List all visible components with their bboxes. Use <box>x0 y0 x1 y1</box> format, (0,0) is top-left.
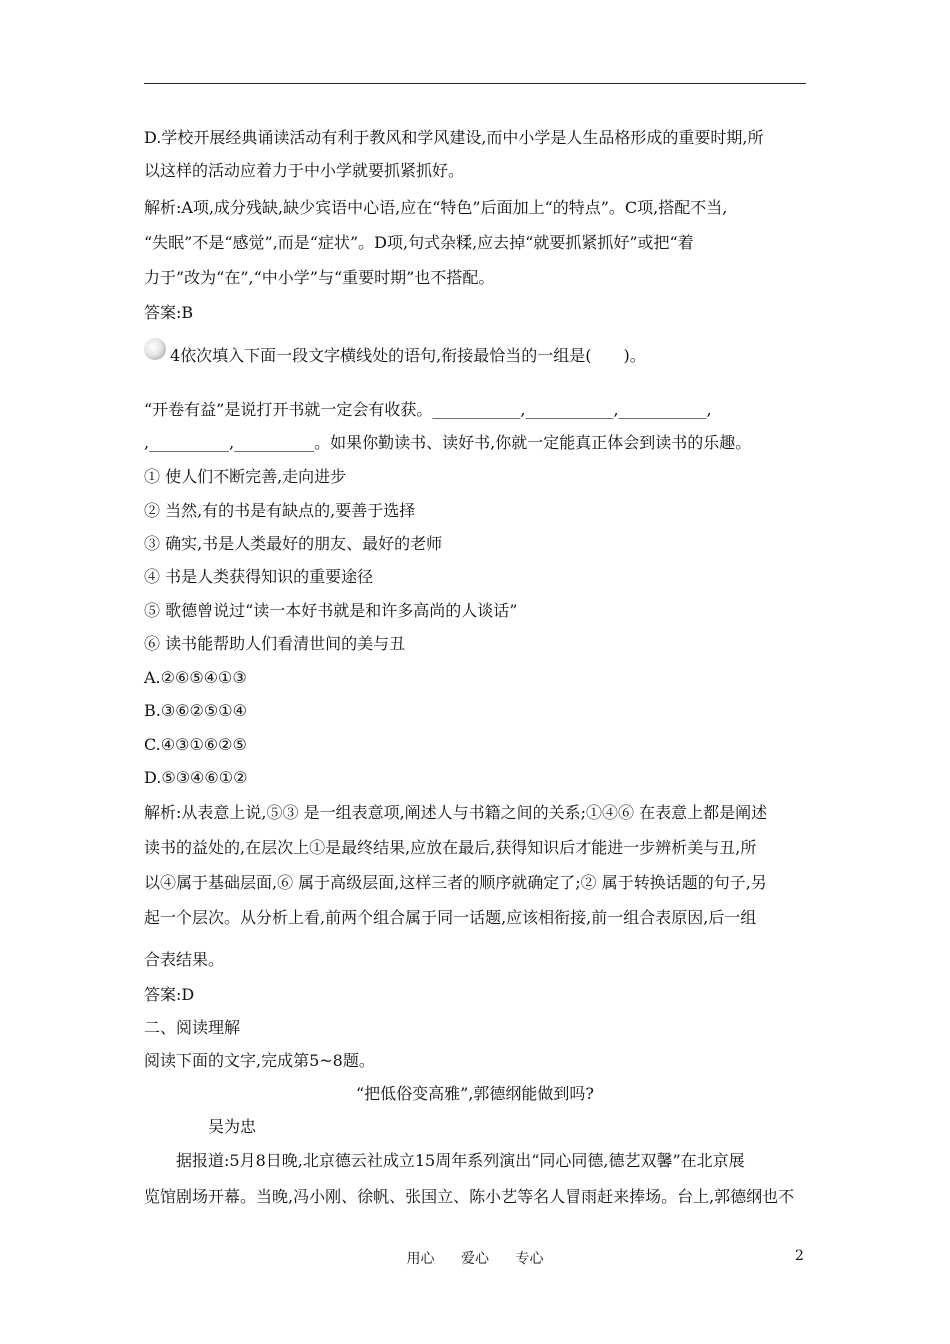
article-paragraph-line-1: 据报道:5月8日晚,北京德云社成立15周年系列演出“同心同德,德艺双馨”在北京展 <box>176 1151 745 1170</box>
page-number: 2 <box>795 1248 804 1264</box>
analysis-2-line-2: 读书的益处的,在层次上①是最终结果,应放在最后,获得知识后才能进一步辨析美与丑,所 <box>144 838 757 857</box>
choice-c: C.④③①⑥②⑤ <box>144 735 247 754</box>
reading-instruction: 阅读下面的文字,完成第5~8题。 <box>144 1051 375 1070</box>
analysis-2-line-1: 解析:从表意上说,⑤③ 是一组表意项,阐述人与书籍之间的关系;①④⑥ 在表意上都是阐述 <box>144 803 768 822</box>
analysis-2-line-3: 以④属于基础层面,⑥ 属于高级层面,这样三者的顺序就确定了;② 属于转换话题的句子,另 <box>144 873 767 892</box>
answer-line-2: 答案:D <box>144 985 195 1004</box>
analysis-2-line-5: 合表结果。 <box>144 950 225 969</box>
sentence-6: ⑥ 读书能帮助人们看清世间的美与丑 <box>144 634 406 653</box>
sentence-3: ③ 确实,书是人类最好的朋友、最好的老师 <box>144 534 443 553</box>
question-4-stem: 4依次填入下面一段文字横线处的语句,衔接最恰当的一组是( )。 <box>170 346 646 365</box>
article-paragraph-line-2: 览馆剧场开幕。当晚,冯小刚、徐帆、张国立、陈小艺等名人冒雨赶来捧场。台上,郭德纲也不 <box>144 1187 795 1206</box>
sentence-1: ① 使人们不断完善,走向进步 <box>144 467 347 486</box>
analysis-2-line-4: 起一个层次。从分析上看,前两个组合属于同一话题,应该相衔接,前一组合表原因,后一组 <box>144 908 757 927</box>
section-heading: 二、阅读理解 <box>144 1018 241 1037</box>
analysis-line-1: 解析:A项,成分残缺,缺少宾语中心语,应在“特色”后面加上“的特点”。C项,搭配不当, <box>144 198 728 217</box>
analysis-line-3: 力于”改为“在”,“中小学”与“重要时期”也不搭配。 <box>144 268 495 287</box>
option-d-line-2: 以这样的活动应着力于中小学就要抓紧抓好。 <box>144 161 465 180</box>
header-rule <box>144 83 806 84</box>
page-footer: 用心 爱心 专心 <box>406 1251 544 1267</box>
choice-b: B.③⑥②⑤①④ <box>144 701 247 720</box>
choice-d: D.⑤③④⑥①② <box>144 768 248 787</box>
sentence-2: ② 当然,有的书是有缺点的,要善于选择 <box>144 501 416 520</box>
choice-a: A.②⑥⑤④①③ <box>144 668 247 687</box>
question-marker-icon <box>144 338 166 360</box>
sentence-4: ④ 书是人类获得知识的重要途径 <box>144 567 374 586</box>
answer-line: 答案:B <box>144 303 194 322</box>
article-author: 吴为忠 <box>208 1117 257 1136</box>
passage-line-2: ,__________,__________。如果你勤读书、读好书,你就一定能真正体会到读书的乐趣。 <box>144 433 752 452</box>
sentence-5: ⑤ 歌德曾说过“读一本好书就是和许多高尚的人谈话” <box>144 601 518 620</box>
article-title: “把低俗变高雅”,郭德纲能做到吗? <box>355 1084 595 1103</box>
analysis-line-2: “失眠”不是“感觉”,而是“症状”。D项,句式杂糅,应去掉“就要抓紧抓好”或把“着 <box>144 233 694 252</box>
option-d-line-1: D.学校开展经典诵读活动有利于教风和学风建设,而中小学是人生品格形成的重要时期,所 <box>144 128 764 147</box>
passage-line-1: “开卷有益”是说打开书就一定会有收获。___________,___________,___________, <box>144 400 712 419</box>
